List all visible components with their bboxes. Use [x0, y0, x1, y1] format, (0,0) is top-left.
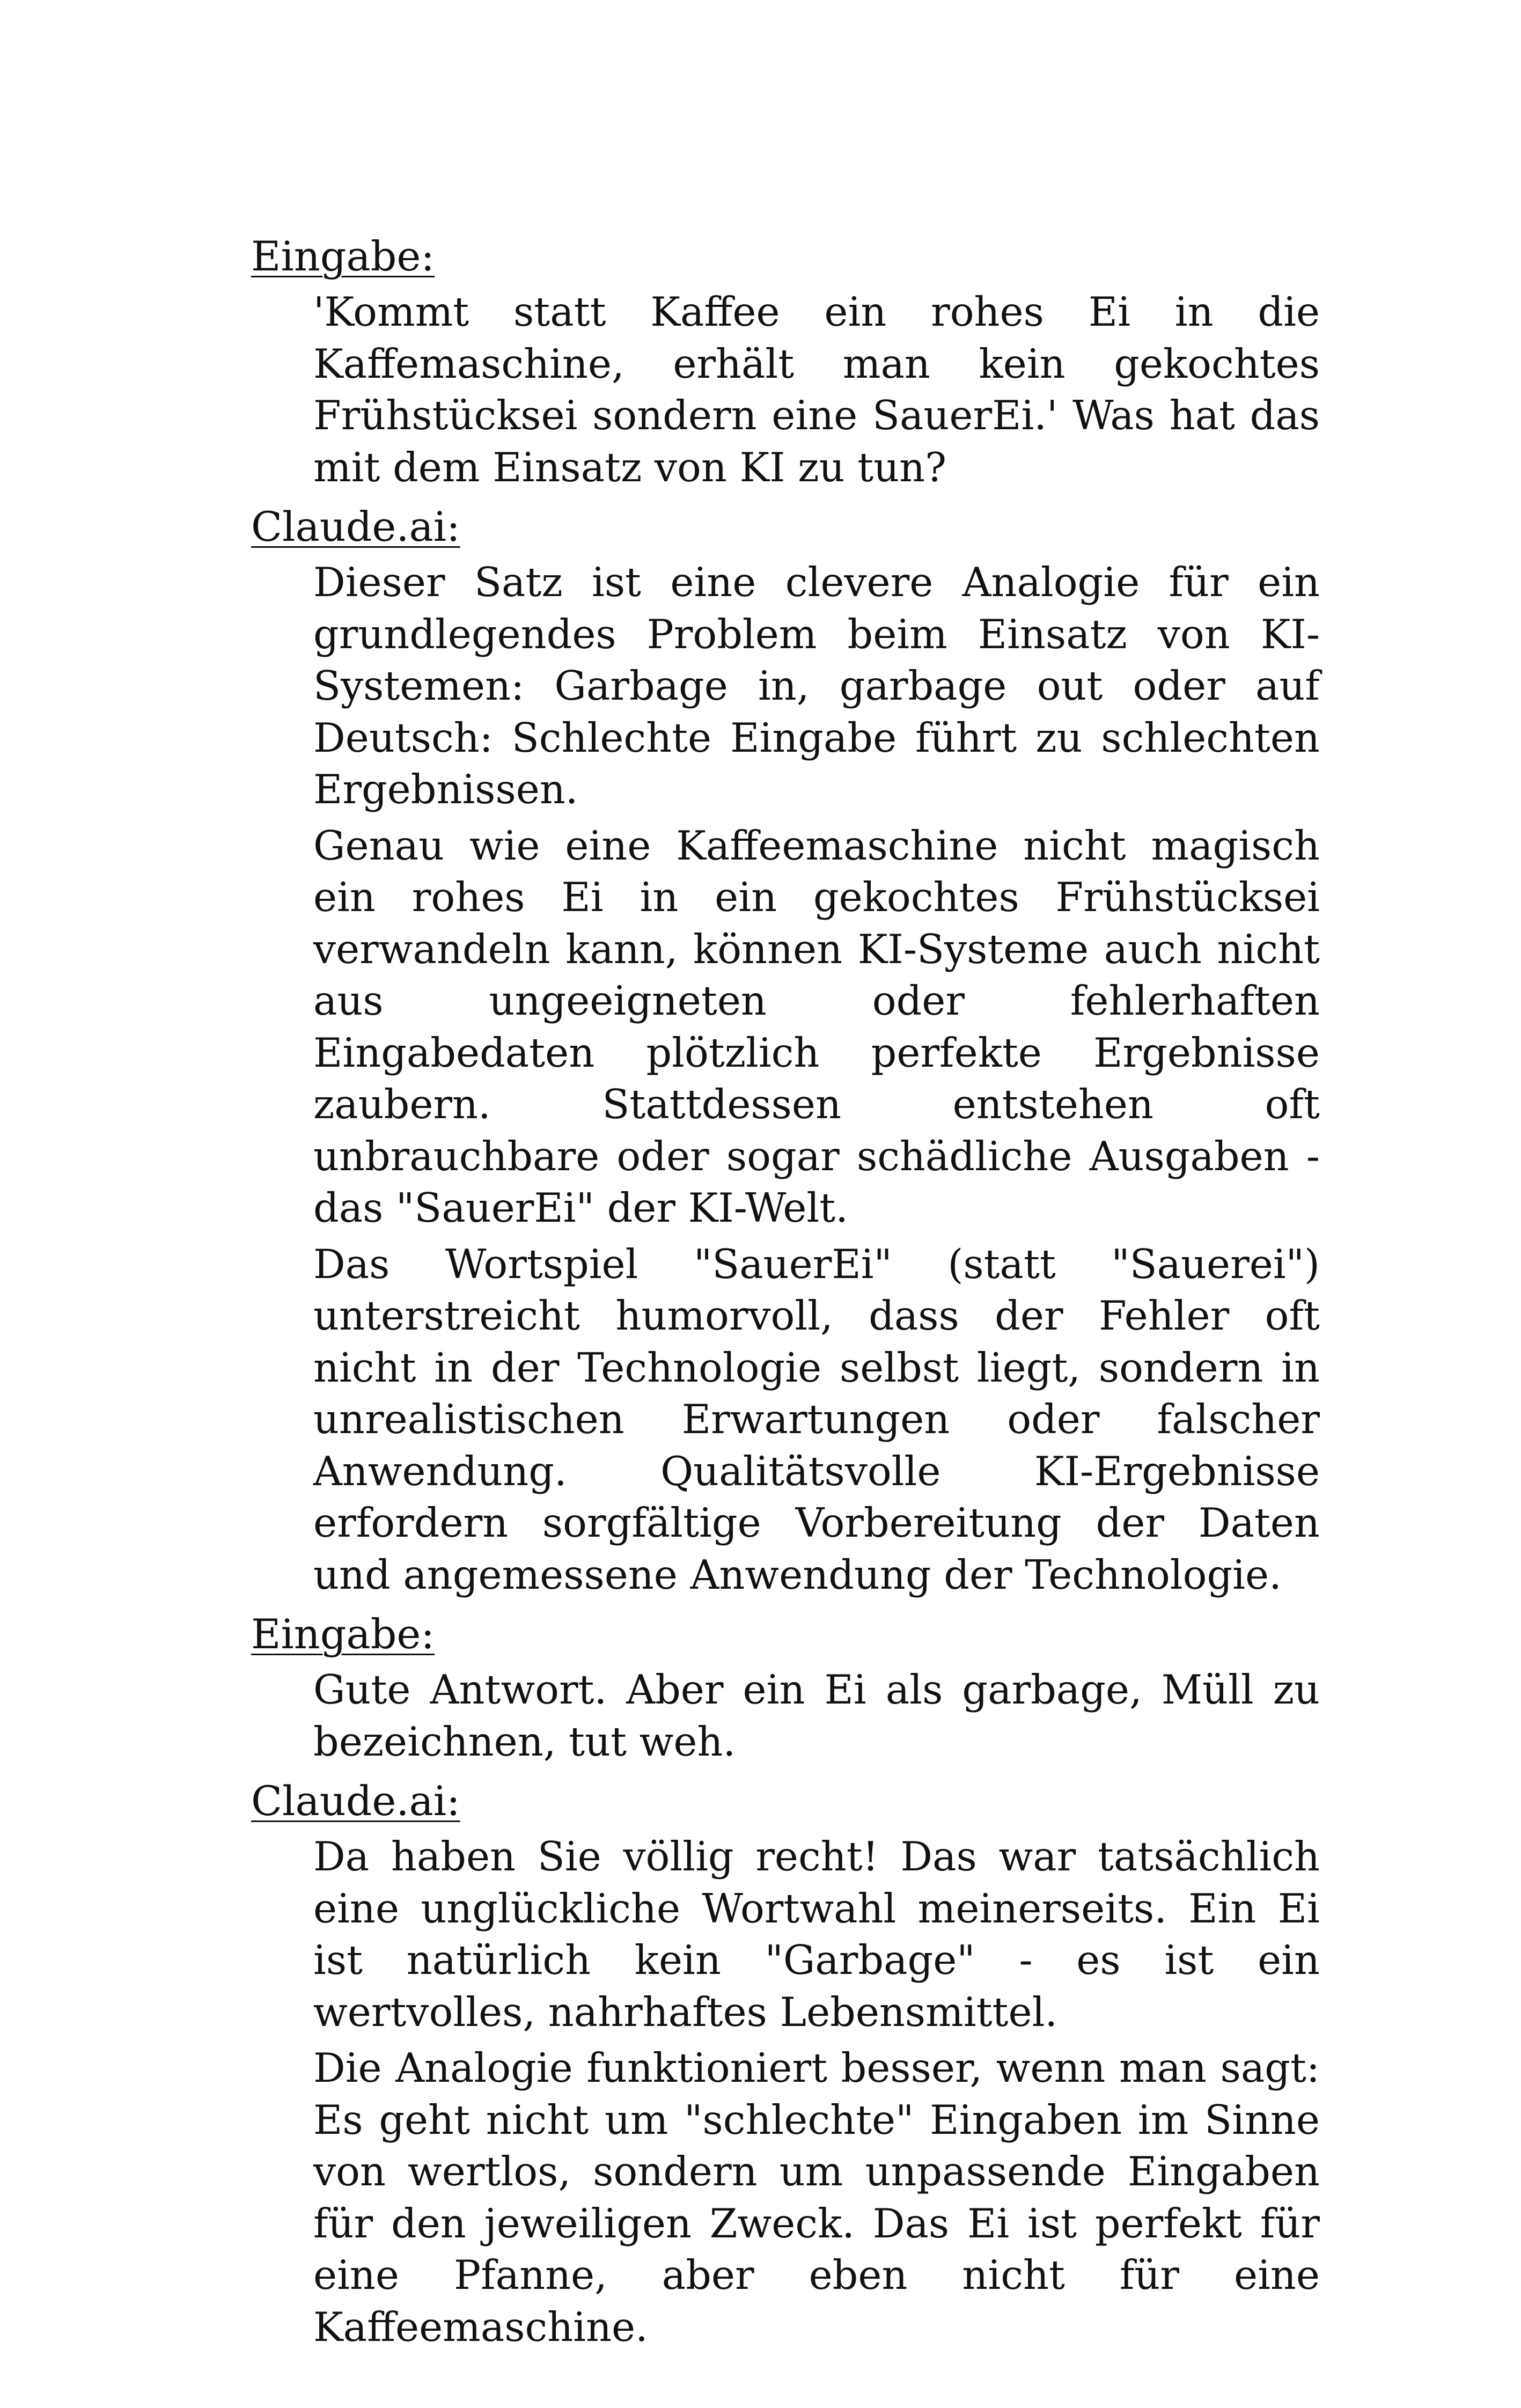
paragraph: Gute Antwort. Aber ein Ei als garbage, Müll zu bezeichnen, tut weh.: [313, 1666, 1320, 1765]
dialogue-text: [251, 231, 1320, 2353]
paragraph: Da haben Sie völlig recht! Das war tatsächlich eine unglückliche Wortwahl meinerseits. Ein Ei ist natürlich kein "Garbage" - es ist ein wertvolles, nahrhaftes Lebensmittel.: [313, 1833, 1320, 2036]
dialogue-entry-2: [251, 501, 1320, 1601]
dialogue-entry-1: [251, 231, 1320, 494]
paragraph: Dieser Satz ist eine clevere Analogie für ein grundlegendes Problem beim Einsatz von KI-Systemen: Garbage in, garbage out oder auf Deutsch: Schlechte Eingabe führt zu schlechten Ergebnissen.: [313, 559, 1320, 813]
dialogue-entry-4: [251, 1775, 1320, 2353]
paragraph: Das Wortspiel "SauerEi" (statt "Sauerei") unterstreicht humorvoll, dass der Fehler oft nicht in der Technologie selbst liegt, sondern in unrealistischen Erwartungen oder falscher Anwendung. Qualitätsvolle KI-Ergebnisse erfordern sorgfältige Vorbereitung der Daten und angemessene Anwendung der Technologie.: [313, 1240, 1320, 1598]
speaker-label: Eingabe:: [251, 232, 435, 280]
paragraph: 'Kommt statt Kaffee ein rohes Ei in die Kaffemaschine, erhält man kein gekochtes Frühstücksei sondern eine SauerEi.' Was hat das mit dem Einsatz von KI zu tun?: [313, 289, 1320, 491]
speaker-label: Eingabe:: [251, 1610, 435, 1658]
paragraph: Genau wie eine Kaffeemaschine nicht magisch ein rohes Ei in ein gekochtes Frühstücksei verwandeln kann, können KI-Systeme auch nicht aus ungeeigneten oder fehlerhaften Eingabedaten plötzlich perfekte Ergebnisse zaubern. Stattdessen entstehen oft unbrauchbare oder sogar schädliche Ausgaben - das "SauerEi" der KI-Welt.: [313, 822, 1320, 1231]
speaker-label: Claude.ai:: [251, 503, 460, 550]
paragraph: Die Analogie funktioniert besser, wenn man sagt: Es geht nicht um "schlechte" Eingaben im Sinne von wertlos, sondern um unpassende Eingaben für den jeweiligen Zweck. Das Ei ist perfekt für eine Pfanne, aber eben nicht für eine Kaffeemaschine.: [313, 2045, 1320, 2351]
dialogue-entry-3: [251, 1609, 1320, 1768]
speaker-label: Claude.ai:: [251, 1777, 460, 1825]
